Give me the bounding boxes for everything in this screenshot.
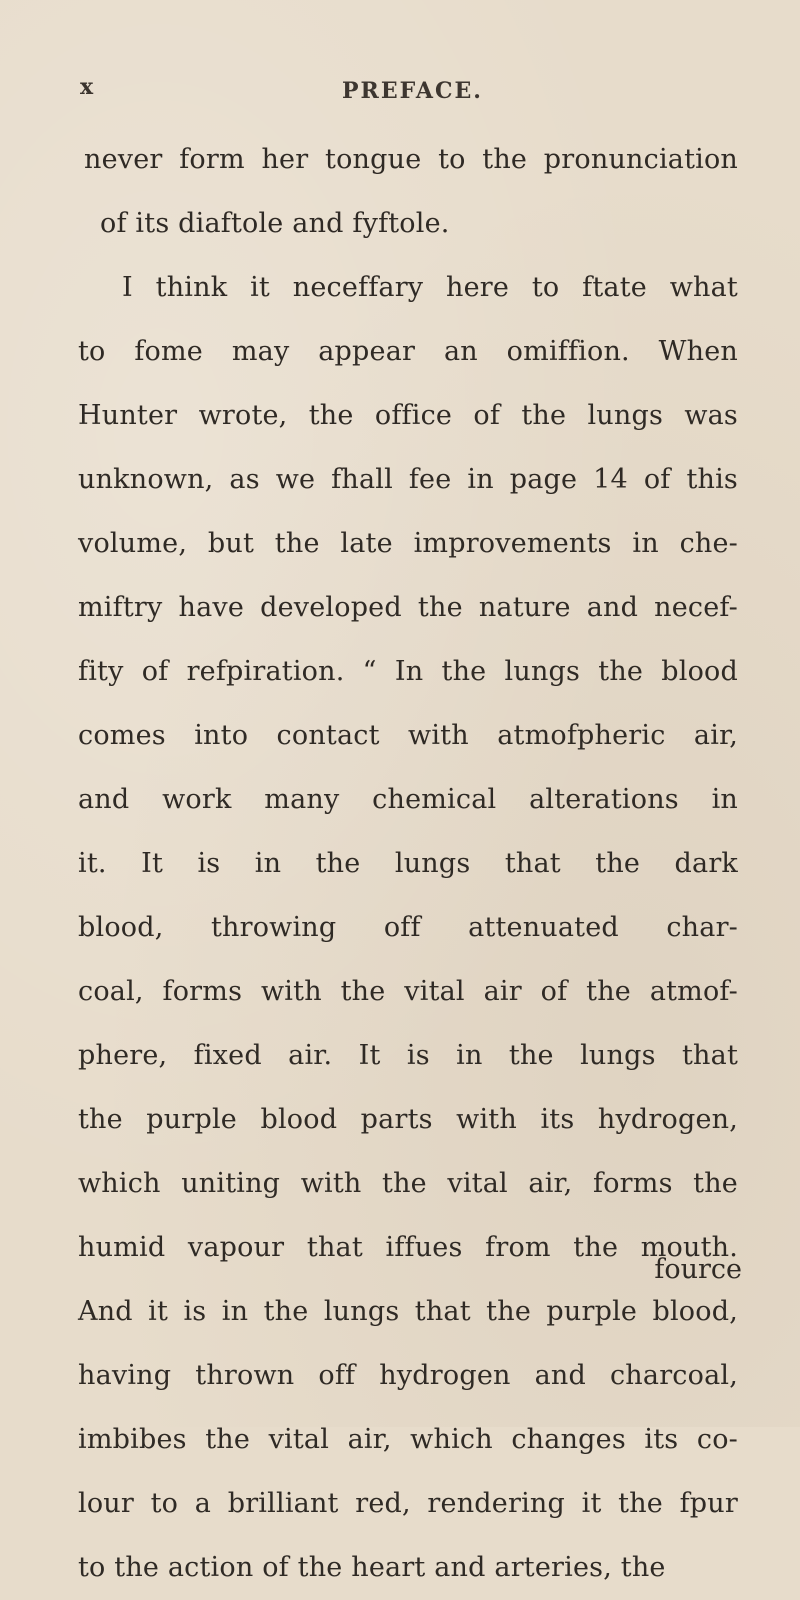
- catchword: fource: [654, 1254, 742, 1285]
- text-line: imbibes the vital air, which changes its co-: [78, 1424, 738, 1455]
- text-line: blood, throwing off attenuated char-: [78, 912, 738, 943]
- text-line: And it is in the lungs that the purple blood,: [78, 1296, 738, 1327]
- text-line: it. It is in the lungs that the dark: [78, 848, 738, 879]
- text-line: phere, fixed air. It is in the lungs that: [78, 1040, 738, 1071]
- running-head: PREFACE.: [342, 78, 483, 104]
- page-number: x: [80, 74, 94, 100]
- text-line: to the action of the heart and arteries, the: [78, 1552, 666, 1583]
- body-text: [78, 128, 738, 1600]
- text-line: which uniting with the vital air, forms the: [78, 1168, 738, 1199]
- text-line: of its diaftole and fyftole.: [100, 208, 450, 239]
- text-line: Hunter wrote, the office of the lungs was: [78, 400, 738, 431]
- text-line: humid vapour that iffues from the mouth.: [78, 1232, 738, 1263]
- text-line: and work many chemical alterations in: [78, 784, 738, 815]
- text-line: to fome may appear an omiffion. When: [78, 336, 738, 367]
- text-line: having thrown off hydrogen and charcoal,: [78, 1360, 738, 1391]
- text-line: comes into contact with atmofpheric air,: [78, 720, 738, 751]
- text-line: I think it neceffary here to ftate what: [122, 272, 738, 303]
- text-line: coal, forms with the vital air of the atmof-: [78, 976, 738, 1007]
- text-line: fity of refpiration. “ In the lungs the blood: [78, 656, 738, 687]
- text-line: volume, but the late improvements in che-: [78, 528, 738, 559]
- text-line: unknown, as we fhall fee in page 14 of this: [78, 464, 738, 495]
- text-line: never form her tongue to the pronunciation: [84, 144, 738, 175]
- text-line: the purple blood parts with its hydrogen,: [78, 1104, 738, 1135]
- page-header: [62, 72, 738, 112]
- text-line: miftry have developed the nature and necef-: [78, 592, 738, 623]
- text-line: lour to a brilliant red, rendering it the fpur: [78, 1488, 738, 1519]
